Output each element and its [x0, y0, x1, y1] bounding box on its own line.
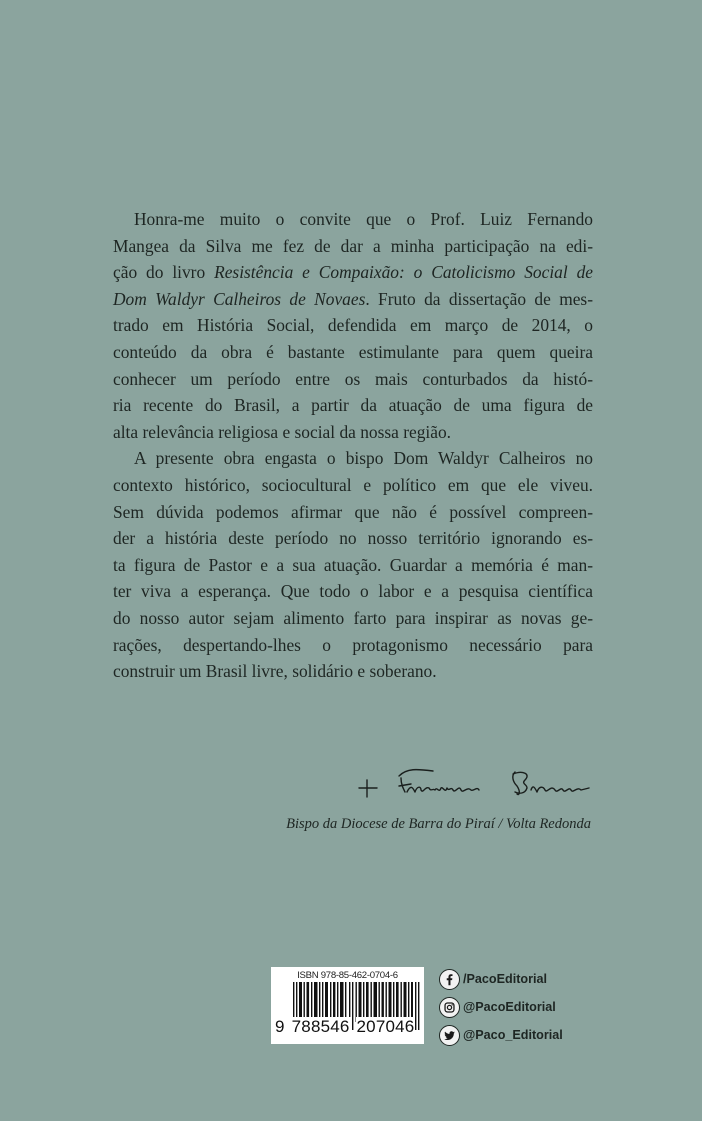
- text-line: alta relevância religiosa e social da nossa região.: [113, 421, 451, 442]
- twitter-handle: @Paco_Editorial: [463, 1028, 563, 1042]
- text-line: der a história deste período no nosso território ignorando es-: [113, 528, 593, 549]
- book-title-italic: Resistência e Compaixão: o Catolicismo Social de: [214, 262, 593, 283]
- signature-caption: Bispo da Diocese de Barra do Piraí / Volta Redonda: [286, 816, 591, 832]
- barcode-digits: 9 788546 207046: [275, 1017, 415, 1036]
- text-line: contexto histórico, sociocultural e político em que ele viveu.: [113, 474, 593, 495]
- social-links: [439, 965, 563, 1049]
- text-line: construir um Brasil livre, solidário e soberano.: [113, 661, 437, 682]
- instagram-icon: [439, 997, 460, 1018]
- text-line: do nosso autor sejam alimento farto para inspirar as novas ge-: [113, 607, 593, 628]
- text-line: Dom Waldyr Calheiros de Novaes. Fruto da dissertação de mes-: [113, 288, 593, 309]
- text-line: conteúdo da obra é bastante estimulante para quem queira: [113, 341, 593, 362]
- isbn-label: ISBN 978-85-462-0704-6: [297, 970, 398, 981]
- handwritten-signature: [355, 766, 595, 806]
- social-facebook: [439, 965, 563, 993]
- facebook-handle: /PacoEditorial: [463, 972, 547, 986]
- social-twitter: [439, 1021, 563, 1049]
- back-cover-text: [113, 206, 593, 685]
- isbn-barcode: [271, 967, 424, 1044]
- book-title-italic: Dom Waldyr Calheiros de Novaes: [113, 288, 366, 309]
- facebook-icon: [439, 969, 460, 990]
- twitter-icon: [439, 1025, 460, 1046]
- text-line: Honra-me muito o convite que o Prof. Luiz Fernando: [134, 209, 593, 229]
- text-line: trado em História Social, defendida em março de 2014, o: [113, 315, 593, 336]
- text-line: ter viva a esperança. Que todo o labor e a pesquisa científica: [113, 581, 593, 602]
- text-line: Mangea da Silva me fez de dar a minha participação na edi-: [113, 235, 593, 256]
- text-line: rações, despertando-lhes o protagonismo necessário para: [113, 634, 593, 655]
- text-line: Sem dúvida podemos afirmar que não é possível compreen-: [113, 501, 593, 522]
- paragraph-1: [113, 206, 593, 445]
- text-line: conhecer um período entre os mais conturbados da histó-: [113, 368, 593, 389]
- social-instagram: [439, 993, 563, 1021]
- text-line: ria recente do Brasil, a partir da atuação de uma figura de: [113, 395, 593, 416]
- text-line: ção do livro Resistência e Compaixão: o Catolicismo Social de: [113, 262, 593, 283]
- text-line: A presente obra engasta o bispo Dom Waldyr Calheiros no: [134, 448, 593, 469]
- instagram-handle: @PacoEditorial: [463, 1000, 556, 1014]
- text-line: ta figura de Pastor e a sua atuação. Guardar a memória é man-: [113, 554, 593, 575]
- signature-icon: [355, 766, 595, 806]
- paragraph-2: [113, 445, 593, 684]
